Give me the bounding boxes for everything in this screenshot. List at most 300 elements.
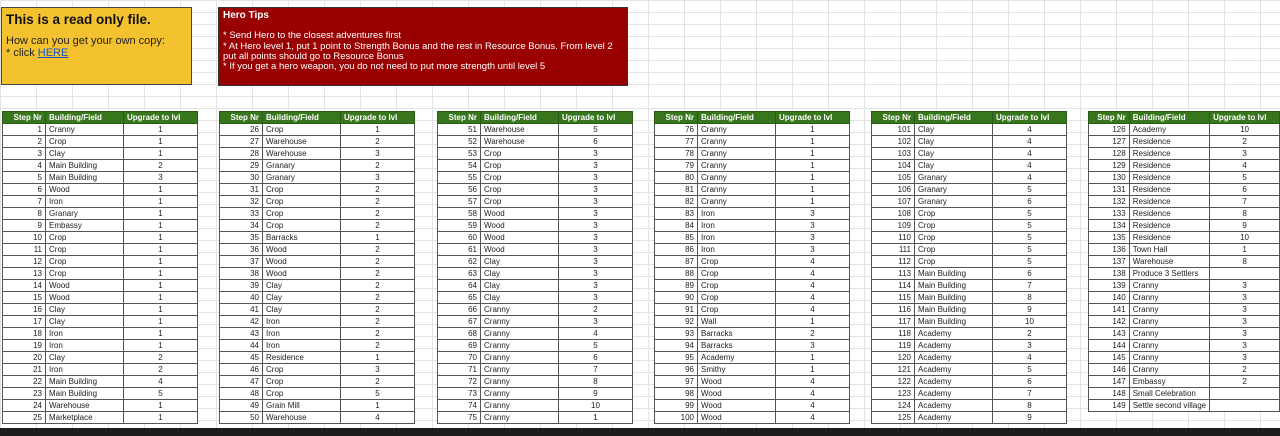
building-field-cell[interactable]: Warehouse (263, 412, 341, 424)
upgrade-level-cell[interactable]: 2 (341, 208, 415, 220)
step-number-cell[interactable]: 28 (220, 148, 263, 160)
step-nr-header[interactable]: Step Nr (438, 112, 481, 124)
upgrade-level-cell[interactable]: 3 (341, 364, 415, 376)
building-field-header[interactable]: Building/Field (1129, 112, 1209, 124)
building-field-cell[interactable]: Crop (698, 304, 776, 316)
upgrade-level-cell[interactable]: 9 (993, 304, 1067, 316)
building-field-cell[interactable]: Residence (1129, 172, 1209, 184)
building-field-cell[interactable]: Clay (46, 304, 124, 316)
step-number-cell[interactable]: 119 (872, 340, 915, 352)
upgrade-level-cell[interactable]: 5 (993, 232, 1067, 244)
step-number-cell[interactable]: 32 (220, 196, 263, 208)
step-number-cell[interactable]: 124 (872, 400, 915, 412)
building-field-cell[interactable]: Wood (263, 256, 341, 268)
upgrade-level-cell[interactable]: 1 (776, 364, 850, 376)
building-field-cell[interactable]: Wood (263, 268, 341, 280)
step-number-cell[interactable]: 100 (655, 412, 698, 424)
building-field-cell[interactable]: Academy (698, 352, 776, 364)
upgrade-lvl-header[interactable]: Upgrade to lvl (776, 112, 850, 124)
building-field-cell[interactable]: Wood (698, 412, 776, 424)
step-number-cell[interactable]: 118 (872, 328, 915, 340)
building-field-cell[interactable]: Cranny (481, 364, 559, 376)
upgrade-level-cell[interactable]: 3 (776, 232, 850, 244)
step-number-cell[interactable]: 73 (438, 388, 481, 400)
step-number-cell[interactable]: 117 (872, 316, 915, 328)
step-number-cell[interactable]: 80 (655, 172, 698, 184)
step-number-cell[interactable]: 137 (1089, 256, 1130, 268)
step-number-cell[interactable]: 37 (220, 256, 263, 268)
building-field-cell[interactable]: Clay (46, 316, 124, 328)
upgrade-level-cell[interactable]: 1 (1210, 244, 1280, 256)
step-number-cell[interactable]: 127 (1089, 136, 1130, 148)
building-field-cell[interactable]: Cranny (698, 136, 776, 148)
building-field-cell[interactable]: Cranny (481, 304, 559, 316)
upgrade-level-cell[interactable]: 3 (1210, 280, 1280, 292)
building-field-cell[interactable]: Cranny (481, 328, 559, 340)
upgrade-level-cell[interactable]: 3 (341, 172, 415, 184)
upgrade-level-cell[interactable]: 10 (993, 316, 1067, 328)
upgrade-level-cell[interactable]: 3 (559, 148, 633, 160)
building-field-cell[interactable]: Crop (698, 292, 776, 304)
upgrade-level-cell[interactable]: 4 (776, 268, 850, 280)
building-field-cell[interactable]: Wood (698, 376, 776, 388)
step-number-cell[interactable]: 104 (872, 160, 915, 172)
upgrade-level-cell[interactable]: 4 (124, 376, 198, 388)
upgrade-level-cell[interactable]: 1 (776, 160, 850, 172)
upgrade-level-cell[interactable]: 6 (559, 136, 633, 148)
step-number-cell[interactable]: 53 (438, 148, 481, 160)
upgrade-level-cell[interactable]: 4 (993, 172, 1067, 184)
building-field-cell[interactable]: Crop (915, 256, 993, 268)
step-number-cell[interactable]: 69 (438, 340, 481, 352)
building-field-cell[interactable]: Granary (915, 196, 993, 208)
upgrade-level-cell[interactable]: 8 (559, 376, 633, 388)
upgrade-level-cell[interactable]: 3 (1210, 340, 1280, 352)
upgrade-level-cell[interactable]: 1 (341, 400, 415, 412)
upgrade-level-cell[interactable]: 3 (1210, 328, 1280, 340)
building-field-cell[interactable]: Crop (263, 388, 341, 400)
building-field-cell[interactable]: Wood (481, 220, 559, 232)
step-number-cell[interactable]: 36 (220, 244, 263, 256)
upgrade-level-cell[interactable]: 2 (341, 136, 415, 148)
upgrade-level-cell[interactable]: 5 (124, 388, 198, 400)
upgrade-level-cell[interactable]: 1 (776, 148, 850, 160)
step-number-cell[interactable]: 34 (220, 220, 263, 232)
building-field-cell[interactable]: Clay (263, 280, 341, 292)
step-number-cell[interactable]: 141 (1089, 304, 1130, 316)
step-number-cell[interactable]: 144 (1089, 340, 1130, 352)
step-number-cell[interactable]: 39 (220, 280, 263, 292)
building-field-cell[interactable]: Crop (46, 268, 124, 280)
step-number-cell[interactable]: 24 (3, 400, 46, 412)
upgrade-level-cell[interactable]: 1 (124, 244, 198, 256)
building-field-cell[interactable]: Cranny (481, 388, 559, 400)
upgrade-lvl-header[interactable]: Upgrade to lvl (993, 112, 1067, 124)
upgrade-level-cell[interactable]: 4 (776, 412, 850, 424)
upgrade-level-cell[interactable]: 3 (1210, 352, 1280, 364)
building-field-cell[interactable]: Residence (1129, 208, 1209, 220)
upgrade-level-cell[interactable]: 3 (993, 340, 1067, 352)
upgrade-level-cell[interactable]: 1 (776, 136, 850, 148)
upgrade-level-cell[interactable]: 3 (559, 232, 633, 244)
building-field-cell[interactable]: Town Hall (1129, 244, 1209, 256)
step-number-cell[interactable]: 142 (1089, 316, 1130, 328)
upgrade-level-cell[interactable]: 1 (124, 316, 198, 328)
step-number-cell[interactable]: 120 (872, 352, 915, 364)
building-field-cell[interactable]: Main Building (915, 280, 993, 292)
upgrade-level-cell[interactable]: 1 (124, 184, 198, 196)
upgrade-level-cell[interactable]: 4 (559, 328, 633, 340)
upgrade-level-cell[interactable]: 6 (993, 196, 1067, 208)
building-field-cell[interactable]: Cranny (481, 316, 559, 328)
building-field-cell[interactable]: Crop (915, 220, 993, 232)
building-field-cell[interactable]: Barracks (698, 340, 776, 352)
upgrade-level-cell[interactable]: 1 (124, 232, 198, 244)
step-number-cell[interactable]: 109 (872, 220, 915, 232)
step-number-cell[interactable]: 64 (438, 280, 481, 292)
upgrade-level-cell[interactable]: 4 (1210, 160, 1280, 172)
step-number-cell[interactable]: 21 (3, 364, 46, 376)
step-number-cell[interactable]: 43 (220, 328, 263, 340)
step-number-cell[interactable]: 121 (872, 364, 915, 376)
step-number-cell[interactable]: 93 (655, 328, 698, 340)
step-number-cell[interactable]: 123 (872, 388, 915, 400)
step-number-cell[interactable]: 90 (655, 292, 698, 304)
upgrade-level-cell[interactable]: 1 (124, 124, 198, 136)
building-field-cell[interactable]: Cranny (1129, 304, 1209, 316)
step-number-cell[interactable]: 82 (655, 196, 698, 208)
step-number-cell[interactable]: 44 (220, 340, 263, 352)
building-field-cell[interactable]: Academy (1129, 124, 1209, 136)
upgrade-level-cell[interactable]: 1 (341, 124, 415, 136)
upgrade-level-cell[interactable] (1210, 400, 1280, 412)
upgrade-level-cell[interactable]: 10 (1210, 124, 1280, 136)
building-field-header[interactable]: Building/Field (698, 112, 776, 124)
step-number-cell[interactable]: 101 (872, 124, 915, 136)
upgrade-level-cell[interactable]: 5 (993, 244, 1067, 256)
step-number-cell[interactable]: 2 (3, 136, 46, 148)
step-number-cell[interactable]: 87 (655, 256, 698, 268)
building-field-cell[interactable]: Crop (263, 196, 341, 208)
step-number-cell[interactable]: 52 (438, 136, 481, 148)
upgrade-level-cell[interactable]: 8 (993, 292, 1067, 304)
step-number-cell[interactable]: 98 (655, 388, 698, 400)
upgrade-level-cell[interactable]: 1 (776, 172, 850, 184)
upgrade-level-cell[interactable]: 2 (124, 364, 198, 376)
building-field-cell[interactable]: Cranny (698, 124, 776, 136)
upgrade-level-cell[interactable]: 1 (124, 256, 198, 268)
step-number-cell[interactable]: 16 (3, 304, 46, 316)
building-field-cell[interactable]: Clay (915, 136, 993, 148)
building-field-cell[interactable]: Crop (915, 232, 993, 244)
building-field-cell[interactable]: Warehouse (263, 148, 341, 160)
building-field-cell[interactable]: Academy (915, 388, 993, 400)
step-number-cell[interactable]: 56 (438, 184, 481, 196)
upgrade-level-cell[interactable]: 5 (559, 124, 633, 136)
upgrade-level-cell[interactable]: 1 (124, 208, 198, 220)
upgrade-level-cell[interactable]: 3 (559, 256, 633, 268)
building-field-cell[interactable]: Cranny (481, 400, 559, 412)
building-field-cell[interactable]: Cranny (481, 412, 559, 424)
step-number-cell[interactable]: 129 (1089, 160, 1130, 172)
building-field-cell[interactable]: Crop (481, 160, 559, 172)
step-number-cell[interactable]: 146 (1089, 364, 1130, 376)
step-number-cell[interactable]: 45 (220, 352, 263, 364)
upgrade-level-cell[interactable]: 1 (124, 400, 198, 412)
upgrade-level-cell[interactable]: 4 (776, 280, 850, 292)
step-number-cell[interactable]: 134 (1089, 220, 1130, 232)
upgrade-level-cell[interactable]: 5 (993, 208, 1067, 220)
building-field-cell[interactable]: Clay (481, 292, 559, 304)
building-field-cell[interactable]: Crop (698, 280, 776, 292)
upgrade-level-cell[interactable]: 4 (776, 292, 850, 304)
step-number-cell[interactable]: 136 (1089, 244, 1130, 256)
building-field-cell[interactable]: Barracks (698, 328, 776, 340)
building-field-cell[interactable]: Iron (263, 340, 341, 352)
building-field-cell[interactable]: Main Building (915, 316, 993, 328)
step-number-cell[interactable]: 85 (655, 232, 698, 244)
upgrade-level-cell[interactable]: 2 (124, 160, 198, 172)
step-number-cell[interactable]: 103 (872, 148, 915, 160)
step-number-cell[interactable]: 41 (220, 304, 263, 316)
building-field-cell[interactable]: Crop (915, 244, 993, 256)
step-number-cell[interactable]: 30 (220, 172, 263, 184)
building-field-cell[interactable]: Iron (698, 208, 776, 220)
building-field-cell[interactable]: Main Building (915, 268, 993, 280)
building-field-cell[interactable]: Wood (698, 400, 776, 412)
step-number-cell[interactable]: 60 (438, 232, 481, 244)
step-number-cell[interactable]: 49 (220, 400, 263, 412)
upgrade-level-cell[interactable]: 2 (559, 304, 633, 316)
step-number-cell[interactable]: 78 (655, 148, 698, 160)
building-field-header[interactable]: Building/Field (46, 112, 124, 124)
building-field-cell[interactable]: Cranny (698, 172, 776, 184)
step-number-cell[interactable]: 75 (438, 412, 481, 424)
upgrade-level-cell[interactable]: 1 (124, 268, 198, 280)
step-number-cell[interactable]: 131 (1089, 184, 1130, 196)
upgrade-level-cell[interactable]: 9 (993, 412, 1067, 424)
step-number-cell[interactable]: 31 (220, 184, 263, 196)
step-number-cell[interactable]: 89 (655, 280, 698, 292)
building-field-cell[interactable]: Warehouse (1129, 256, 1209, 268)
step-number-cell[interactable]: 138 (1089, 268, 1130, 280)
step-number-cell[interactable]: 149 (1089, 400, 1130, 412)
step-number-cell[interactable]: 51 (438, 124, 481, 136)
building-field-cell[interactable]: Crop (263, 184, 341, 196)
upgrade-level-cell[interactable]: 3 (341, 148, 415, 160)
step-number-cell[interactable]: 96 (655, 364, 698, 376)
upgrade-level-cell[interactable]: 7 (559, 364, 633, 376)
building-field-cell[interactable]: Crop (46, 232, 124, 244)
building-field-cell[interactable]: Wood (481, 208, 559, 220)
upgrade-level-cell[interactable]: 1 (776, 196, 850, 208)
step-number-cell[interactable]: 148 (1089, 388, 1130, 400)
building-field-cell[interactable]: Crop (263, 376, 341, 388)
upgrade-level-cell[interactable]: 5 (993, 256, 1067, 268)
building-field-cell[interactable]: Small Celebration (1129, 388, 1209, 400)
upgrade-level-cell[interactable]: 3 (559, 316, 633, 328)
step-number-cell[interactable]: 3 (3, 148, 46, 160)
step-number-cell[interactable]: 102 (872, 136, 915, 148)
building-field-cell[interactable]: Granary (46, 208, 124, 220)
upgrade-level-cell[interactable]: 8 (993, 400, 1067, 412)
upgrade-level-cell[interactable]: 1 (776, 184, 850, 196)
building-field-cell[interactable]: Cranny (1129, 280, 1209, 292)
step-number-cell[interactable]: 112 (872, 256, 915, 268)
building-field-cell[interactable]: Cranny (1129, 352, 1209, 364)
step-number-cell[interactable]: 57 (438, 196, 481, 208)
step-number-cell[interactable]: 11 (3, 244, 46, 256)
upgrade-level-cell[interactable]: 3 (1210, 316, 1280, 328)
building-field-cell[interactable]: Wall (698, 316, 776, 328)
upgrade-level-cell[interactable]: 1 (124, 280, 198, 292)
building-field-cell[interactable]: Cranny (1129, 292, 1209, 304)
upgrade-level-cell[interactable]: 8 (1210, 256, 1280, 268)
step-number-cell[interactable]: 128 (1089, 148, 1130, 160)
building-field-cell[interactable]: Embassy (1129, 376, 1209, 388)
step-number-cell[interactable]: 126 (1089, 124, 1130, 136)
step-number-cell[interactable]: 108 (872, 208, 915, 220)
upgrade-level-cell[interactable]: 2 (341, 220, 415, 232)
building-field-cell[interactable]: Main Building (46, 376, 124, 388)
upgrade-level-cell[interactable]: 2 (1210, 364, 1280, 376)
upgrade-level-cell[interactable]: 6 (993, 376, 1067, 388)
upgrade-level-cell[interactable]: 2 (341, 256, 415, 268)
upgrade-level-cell[interactable] (1210, 268, 1280, 280)
building-field-cell[interactable]: Crop (263, 208, 341, 220)
building-field-cell[interactable]: Crop (481, 196, 559, 208)
upgrade-level-cell[interactable]: 1 (124, 136, 198, 148)
step-number-cell[interactable]: 114 (872, 280, 915, 292)
upgrade-level-cell[interactable]: 1 (124, 304, 198, 316)
step-number-cell[interactable]: 147 (1089, 376, 1130, 388)
upgrade-level-cell[interactable]: 2 (341, 268, 415, 280)
step-number-cell[interactable]: 70 (438, 352, 481, 364)
step-nr-header[interactable]: Step Nr (655, 112, 698, 124)
building-field-cell[interactable]: Crop (481, 148, 559, 160)
building-field-cell[interactable]: Wood (46, 184, 124, 196)
step-number-cell[interactable]: 20 (3, 352, 46, 364)
building-field-cell[interactable]: Crop (481, 172, 559, 184)
step-number-cell[interactable]: 12 (3, 256, 46, 268)
upgrade-level-cell[interactable]: 3 (559, 160, 633, 172)
upgrade-level-cell[interactable]: 1 (341, 232, 415, 244)
building-field-cell[interactable]: Granary (915, 184, 993, 196)
building-field-cell[interactable]: Warehouse (481, 136, 559, 148)
upgrade-level-cell[interactable]: 3 (1210, 292, 1280, 304)
step-number-cell[interactable]: 94 (655, 340, 698, 352)
step-number-cell[interactable]: 132 (1089, 196, 1130, 208)
step-number-cell[interactable]: 116 (872, 304, 915, 316)
building-field-cell[interactable]: Iron (46, 340, 124, 352)
step-number-cell[interactable]: 19 (3, 340, 46, 352)
upgrade-level-cell[interactable]: 4 (993, 124, 1067, 136)
step-number-cell[interactable]: 79 (655, 160, 698, 172)
building-field-cell[interactable]: Granary (263, 172, 341, 184)
building-field-cell[interactable]: Warehouse (263, 136, 341, 148)
building-field-cell[interactable]: Clay (46, 148, 124, 160)
upgrade-level-cell[interactable]: 4 (776, 376, 850, 388)
upgrade-level-cell[interactable]: 3 (776, 340, 850, 352)
upgrade-level-cell[interactable]: 1 (124, 196, 198, 208)
step-number-cell[interactable]: 135 (1089, 232, 1130, 244)
building-field-cell[interactable]: Cranny (1129, 364, 1209, 376)
building-field-cell[interactable]: Residence (1129, 136, 1209, 148)
building-field-cell[interactable]: Cranny (481, 352, 559, 364)
building-field-cell[interactable]: Warehouse (46, 400, 124, 412)
step-number-cell[interactable]: 88 (655, 268, 698, 280)
step-number-cell[interactable]: 61 (438, 244, 481, 256)
step-number-cell[interactable]: 42 (220, 316, 263, 328)
step-number-cell[interactable]: 23 (3, 388, 46, 400)
step-number-cell[interactable]: 26 (220, 124, 263, 136)
upgrade-level-cell[interactable]: 3 (559, 268, 633, 280)
step-number-cell[interactable]: 10 (3, 232, 46, 244)
upgrade-level-cell[interactable]: 3 (559, 184, 633, 196)
step-number-cell[interactable]: 50 (220, 412, 263, 424)
upgrade-level-cell[interactable]: 3 (559, 292, 633, 304)
step-number-cell[interactable]: 139 (1089, 280, 1130, 292)
step-number-cell[interactable]: 47 (220, 376, 263, 388)
step-nr-header[interactable]: Step Nr (220, 112, 263, 124)
upgrade-level-cell[interactable]: 6 (559, 352, 633, 364)
building-field-cell[interactable]: Smithy (698, 364, 776, 376)
upgrade-level-cell[interactable]: 4 (776, 388, 850, 400)
upgrade-level-cell[interactable]: 3 (559, 280, 633, 292)
building-field-cell[interactable]: Embassy (46, 220, 124, 232)
building-field-cell[interactable]: Cranny (698, 184, 776, 196)
building-field-cell[interactable]: Academy (915, 376, 993, 388)
building-field-cell[interactable]: Iron (698, 244, 776, 256)
building-field-cell[interactable]: Residence (263, 352, 341, 364)
upgrade-level-cell[interactable]: 1 (776, 316, 850, 328)
step-number-cell[interactable]: 15 (3, 292, 46, 304)
upgrade-level-cell[interactable]: 3 (559, 244, 633, 256)
step-number-cell[interactable]: 59 (438, 220, 481, 232)
upgrade-level-cell[interactable]: 4 (776, 256, 850, 268)
building-field-cell[interactable]: Main Building (46, 160, 124, 172)
building-field-cell[interactable]: Iron (263, 328, 341, 340)
upgrade-level-cell[interactable]: 4 (341, 412, 415, 424)
building-field-cell[interactable]: Academy (915, 412, 993, 424)
step-number-cell[interactable]: 62 (438, 256, 481, 268)
upgrade-level-cell[interactable]: 3 (776, 220, 850, 232)
upgrade-level-cell[interactable]: 1 (124, 292, 198, 304)
step-number-cell[interactable]: 5 (3, 172, 46, 184)
upgrade-level-cell[interactable]: 8 (1210, 208, 1280, 220)
building-field-cell[interactable]: Clay (481, 256, 559, 268)
building-field-cell[interactable]: Crop (46, 244, 124, 256)
step-number-cell[interactable]: 77 (655, 136, 698, 148)
building-field-header[interactable]: Building/Field (263, 112, 341, 124)
step-number-cell[interactable]: 91 (655, 304, 698, 316)
upgrade-level-cell[interactable]: 4 (776, 304, 850, 316)
building-field-header[interactable]: Building/Field (481, 112, 559, 124)
step-number-cell[interactable]: 1 (3, 124, 46, 136)
building-field-cell[interactable]: Iron (46, 364, 124, 376)
upgrade-lvl-header[interactable]: Upgrade to lvl (341, 112, 415, 124)
step-number-cell[interactable]: 58 (438, 208, 481, 220)
building-field-cell[interactable]: Iron (263, 316, 341, 328)
upgrade-level-cell[interactable]: 2 (341, 304, 415, 316)
building-field-cell[interactable]: Crop (263, 124, 341, 136)
step-number-cell[interactable]: 107 (872, 196, 915, 208)
upgrade-level-cell[interactable]: 5 (993, 184, 1067, 196)
step-number-cell[interactable]: 99 (655, 400, 698, 412)
building-field-cell[interactable]: Cranny (46, 124, 124, 136)
upgrade-level-cell[interactable]: 2 (341, 280, 415, 292)
upgrade-level-cell[interactable]: 7 (1210, 196, 1280, 208)
